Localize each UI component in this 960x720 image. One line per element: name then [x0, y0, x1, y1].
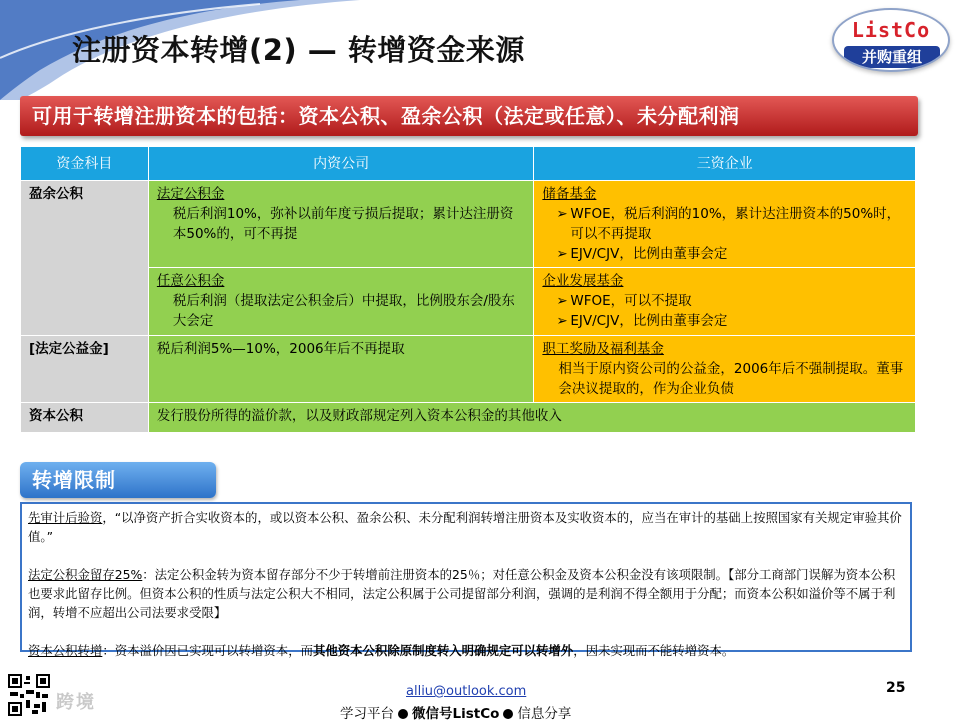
list-item — [542, 204, 907, 244]
list-item — [542, 244, 907, 264]
summary-banner: 可用于转增注册资本的包括：资本公积、盈余公积（法定或任意）、未分配利润 — [20, 96, 918, 136]
bullet-text: WFOE，税后利润的10%，累计达注册资本的50%时，可以不再提取 — [570, 206, 901, 242]
cell-title: 任意公积金 — [156, 273, 225, 289]
list-item — [542, 291, 907, 311]
row-label-capital: 资本公积 — [21, 403, 149, 433]
arrow-bullet-icon: ➢ — [556, 206, 568, 222]
bullet-text: EJV/CJV，比例由董事会定 — [570, 246, 728, 262]
row-label-surplus: 盈余公积 — [21, 181, 149, 336]
restriction-notes — [20, 502, 912, 658]
platform-text: 学习平台 — [340, 706, 394, 720]
row-label-welfare: [法定公益金] — [21, 336, 149, 403]
section-title: 转增限制 — [20, 462, 216, 498]
dot-separator-icon — [503, 709, 513, 719]
table-row — [21, 181, 916, 268]
cell-title: 储备基金 — [542, 186, 597, 202]
cell-title: 企业发展基金 — [542, 273, 624, 289]
cell-welfare-foreign — [534, 336, 916, 403]
cell-text: 相当于原内资公司的公益金，2006年后不强制提取。董事会决议提取的，作为企业负债 — [558, 361, 904, 397]
arrow-bullet-icon: ➢ — [556, 313, 568, 329]
logo-text-bottom: 并购重组 — [844, 46, 940, 68]
note-text: ，“以净资产折合实收资本的，或以资本公积、盈余公积、未分配利润转增注册资本及实收资本的，应当在审计的基础上按照国家有关规定审验其价值。” — [28, 510, 902, 544]
header-foreign: 三资企业 — [534, 147, 916, 181]
note-heading: 法定公积金留存25% — [28, 567, 143, 582]
email-link[interactable]: alliu@outlook.com — [406, 684, 527, 699]
note-paragraph — [28, 565, 904, 622]
note-heading: 先审计后验资 — [28, 510, 103, 525]
cell-reserve — [534, 181, 916, 268]
bullet-text: WFOE，可以不提取 — [570, 293, 692, 309]
table-row — [21, 403, 916, 433]
dot-separator-icon — [398, 709, 408, 719]
cell-title: 法定公积金 — [156, 186, 225, 202]
note-text: ，因未实现而不能转增资本。 — [573, 643, 735, 658]
cell-capital: 发行股份所得的溢价款，以及财政部规定列入资本公积金的其他收入 — [148, 403, 915, 433]
table-row — [21, 268, 916, 336]
cell-text: 税后利润10%，弥补以前年度亏损后提取；累计达注册资本50%的，可不再提 — [172, 206, 514, 242]
cell-statutory — [148, 181, 534, 268]
header-domestic: 内资公司 — [148, 147, 534, 181]
platform-line — [340, 702, 571, 720]
bullet-text: EJV/CJV，比例由董事会定 — [570, 313, 728, 329]
platform-text: 信息分享 — [517, 706, 572, 720]
listco-logo — [832, 8, 950, 72]
platform-wechat: 微信号ListCo — [412, 706, 500, 720]
cell-development — [534, 268, 916, 336]
watermark-text: 跨境 — [56, 692, 96, 713]
table-header-row — [21, 147, 916, 181]
fund-source-table — [20, 146, 916, 433]
cell-text: 税后利润（提取法定公积金后）中提取，比例股东会/股东大会定 — [172, 293, 515, 329]
cell-discretionary — [148, 268, 534, 336]
list-item — [542, 311, 907, 331]
cell-welfare-domestic: 税后利润5%—10%，2006年后不再提取 — [148, 336, 534, 403]
cell-title: 职工奖励及福利基金 — [542, 341, 664, 357]
page-number: 25 — [886, 680, 906, 696]
logo-text-top: ListCo — [851, 18, 931, 42]
note-paragraph — [28, 508, 904, 546]
note-heading: 资本公积转增 — [28, 643, 103, 658]
note-text: ：资本溢价因已实现可以转增资本，而 — [102, 643, 313, 658]
note-paragraph — [28, 641, 904, 660]
qr-code-icon — [8, 674, 50, 716]
arrow-bullet-icon: ➢ — [556, 246, 568, 262]
table-row — [21, 336, 916, 403]
page-title: 注册资本转增(2) — 转增资金来源 — [72, 33, 525, 67]
note-text: ：法定公积金转为资本留存部分不少于转增前注册资本的25％；对任意公积金及资本公积金没有该项限制。【部分工商部门误解为资本公积也要求此留存比例。但资本公积的性质与法定公积大不相同，法定公积属于公司提留部分利润，强调的是利润不得全额用于分配；而资本公积如溢价等不属于利润，转增不应超出公司法要求受限】 — [28, 567, 896, 620]
note-bold-text: 其他资本公积除原制度转入明确规定可以转增外 — [312, 643, 574, 658]
header-account: 资金科目 — [21, 147, 149, 181]
arrow-bullet-icon: ➢ — [556, 293, 568, 309]
